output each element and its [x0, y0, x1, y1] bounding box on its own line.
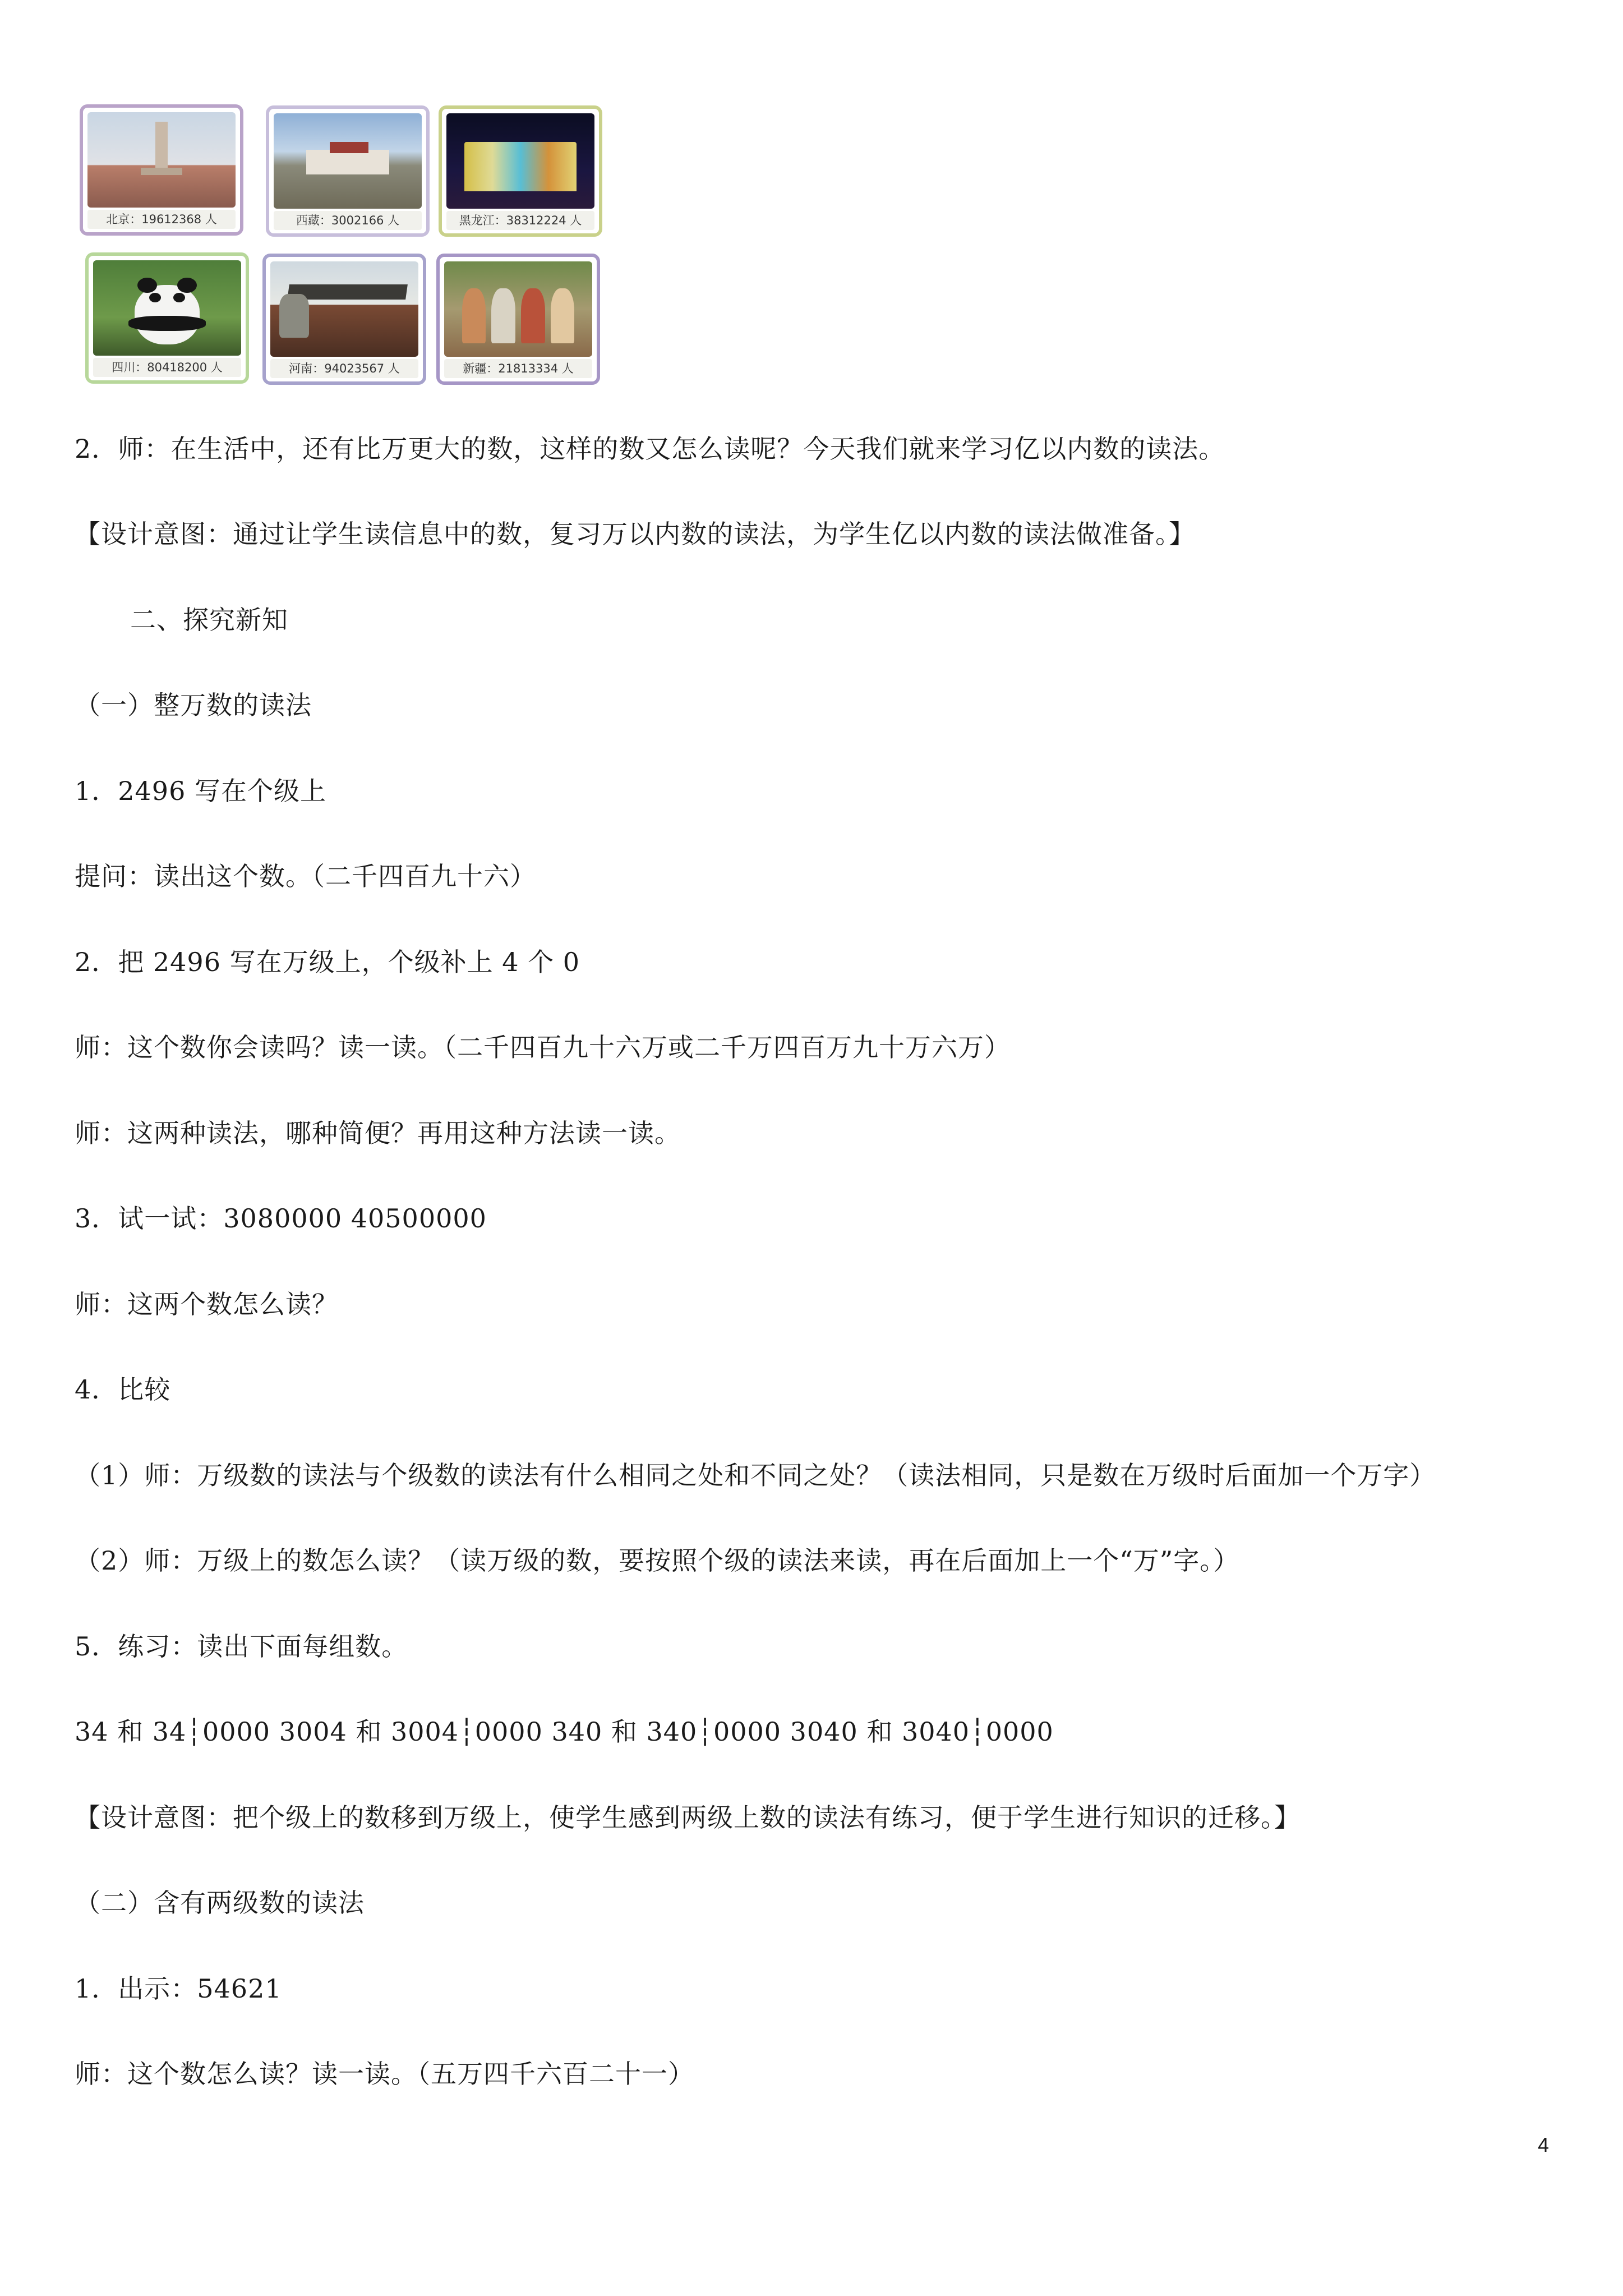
province-population-photos	[80, 104, 607, 385]
step-5-practice: 5．练习：读出下面每组数。	[75, 1631, 408, 1662]
step-3-try: 3．试一试：3080000 40500000	[75, 1203, 487, 1234]
ice-lantern-festival-icon	[446, 113, 594, 209]
photo-xinjiang	[436, 254, 600, 385]
photo-caption: 黑龙江：38312224 人	[446, 211, 594, 230]
subsection-heading-whole-wan: （一）整万数的读法	[75, 690, 312, 720]
photo-beijing	[80, 104, 243, 236]
photo-xizang	[266, 105, 430, 237]
teacher-how-read: 师：这两个数怎么读？	[75, 1289, 338, 1319]
question-read-number: 提问：读出这个数。（二千四百九十六）	[75, 861, 536, 891]
photo-caption: 西藏：3002166 人	[274, 211, 422, 230]
step-1-show: 1．出示：54621	[75, 1973, 282, 2004]
step-1: 1．2496 写在个级上	[75, 776, 326, 806]
teacher-read-54621: 师：这个数怎么读？读一读。（五万四千六百二十一）	[75, 2059, 694, 2089]
step-4-compare: 4．比较	[75, 1374, 171, 1405]
subsection-heading-two-levels: （二）含有两级数的读法	[75, 1888, 365, 1918]
photo-caption: 河南：94023567 人	[270, 359, 418, 378]
compare-item-2: （2）师：万级上的数怎么读？（读万级的数，要按照个级的读法来读，再在后面加上一个“万”字。）	[75, 1545, 1240, 1576]
section-heading-explore: 二、探究新知	[130, 605, 288, 635]
practice-numbers: 34 和 34┆0000 3004 和 3004┆0000 340 和 340┆0000 3040 和 3040┆0000	[75, 1717, 1054, 1747]
photo-caption: 四川：80418200 人	[93, 358, 241, 377]
giant-panda-icon	[93, 260, 241, 356]
photo-sichuan	[85, 252, 249, 384]
teacher-read-wan: 师：这个数你会读吗？读一读。（二千四百九十六万或二千万四百万九十万六万）	[75, 1032, 1011, 1062]
photo-heilongjiang	[439, 105, 602, 237]
photo-caption: 北京：19612368 人	[87, 210, 236, 229]
paragraph-teacher-intro: 2．师：在生活中，还有比万更大的数，这样的数又怎么读呢？今天我们就来学习亿以内数的读法。	[75, 434, 1225, 464]
tiananmen-monument-icon	[87, 112, 236, 208]
step-2: 2．把 2496 写在万级上，个级补上 4 个 0	[75, 947, 580, 977]
teacher-compare-methods: 师：这两种读法，哪种简便？再用这种方法读一读。	[75, 1118, 681, 1148]
potala-palace-icon	[274, 113, 422, 209]
photo-caption: 新疆：21813334 人	[444, 359, 592, 378]
compare-item-1: （1）师：万级数的读法与个级数的读法有什么相同之处和不同之处？（读法相同，只是数在万级时后面加一个万字）	[75, 1460, 1436, 1490]
design-intent-1: 【设计意图：通过让学生读信息中的数，复习万以内数的读法，为学生亿以内数的读法做准备。】	[75, 519, 1195, 549]
temple-stone-lion-icon	[270, 261, 418, 357]
design-intent-2: 【设计意图：把个级上的数移到万级上，使学生感到两级上数的读法有练习，便于学生进行知识的迁移。】	[75, 1802, 1301, 1833]
xinjiang-people-icon	[444, 261, 592, 357]
page-number: 4	[1538, 2133, 1550, 2156]
photo-henan	[262, 254, 426, 385]
